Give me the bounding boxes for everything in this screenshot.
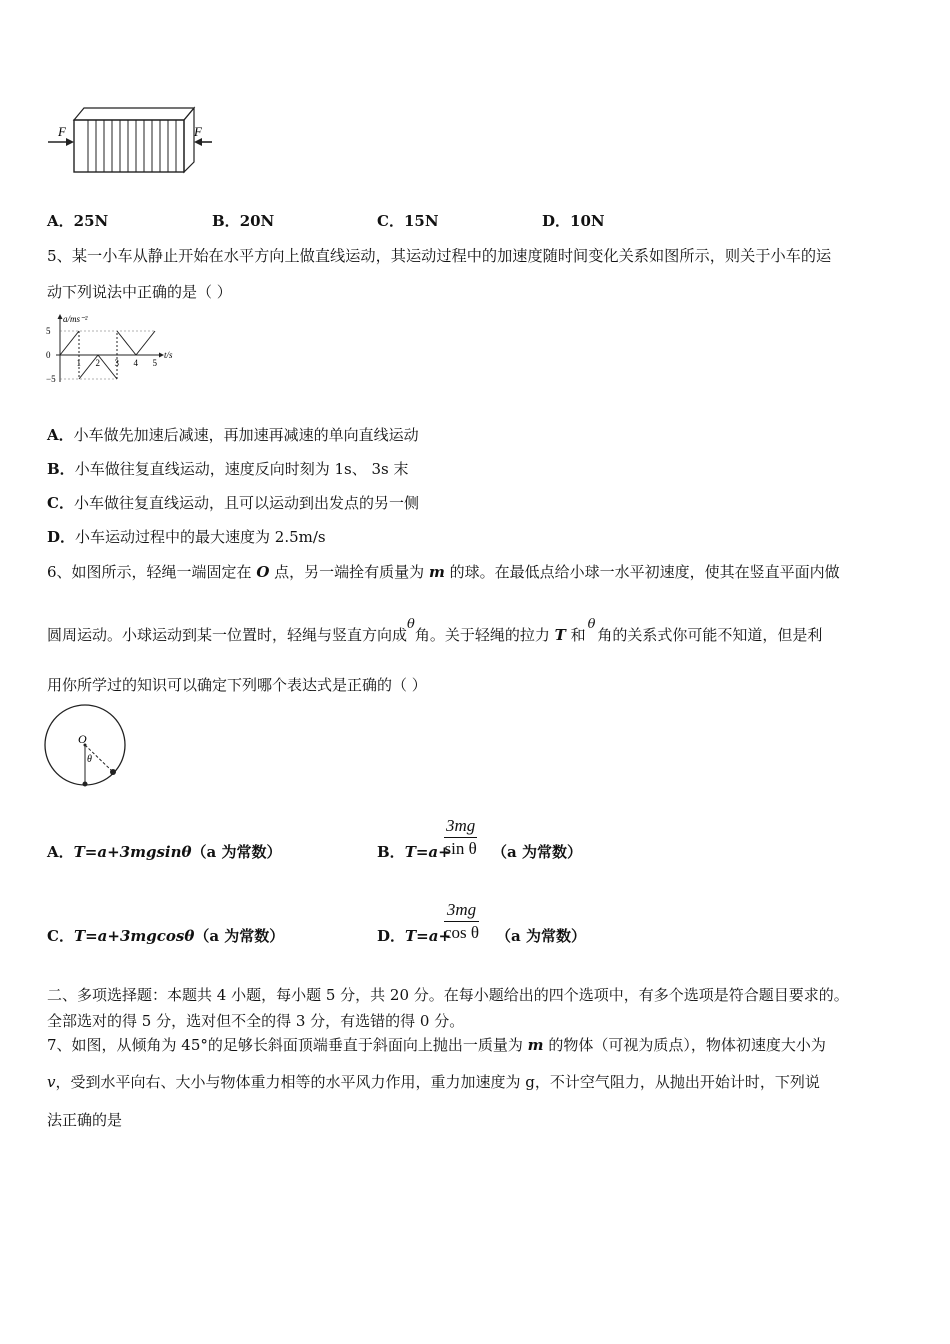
y-tick-label: 0	[46, 350, 51, 360]
q6-option-c[interactable]: C．T=a+3mgcosθ（a 为常数）	[47, 927, 285, 945]
x-axis-label: t/s	[164, 350, 173, 360]
q4-option-c[interactable]: C．15N	[377, 212, 439, 230]
q5-option-d[interactable]: D．小车运动过程中的最大速度为 2.5m/s	[47, 528, 326, 546]
q7-stem-line3: 法正确的是	[47, 1111, 123, 1129]
ball-bottom	[83, 782, 88, 787]
acceleration-segment	[60, 331, 79, 355]
q7-stem-line1: 7、如图，从倾角为 45°的足够长斜面顶端垂直于斜面向上抛出一质量为 m 的物体（可视为质点），物体初速度大小为	[47, 1036, 826, 1054]
y-tick-label: −5	[46, 374, 56, 384]
q6-option-b[interactable]: B．T=a+	[377, 843, 451, 861]
acceleration-segment	[136, 331, 155, 355]
theta-symbol: θ	[407, 617, 415, 632]
acceleration-time-chart	[40, 310, 190, 390]
pendulum-circle-diagram	[42, 702, 132, 790]
book-stack-figure	[44, 100, 216, 176]
section2-heading-line1: 二、多项选择题：本题共 4 小题，每小题 5 分，共 20 分。在每小题给出的四个选项中，有多个选项是符合题目要求的。	[47, 986, 849, 1004]
y-axis-arrow	[58, 314, 63, 319]
left-force-label: F	[58, 124, 66, 139]
q5-option-c[interactable]: C．小车做往复直线运动，且可以运动到出发点的另一侧	[47, 494, 419, 512]
q6-option-d[interactable]: D．T=a+	[377, 927, 452, 945]
q5-stem-line2: 动下列说法中正确的是（ ）	[47, 283, 232, 301]
q6-option-d-fraction: $\frac{3mg}{\text{cos θ}}$	[444, 900, 480, 942]
angle-label: θ	[87, 754, 92, 765]
x-tick-label: 5	[152, 358, 157, 368]
q5-option-a[interactable]: A．小车做先加速后减速，再加速再减速的单向直线运动	[47, 426, 419, 444]
q6-option-d-note: （a 为常数）	[496, 927, 586, 945]
q6-option-b-fraction: $\frac{3mg}{\text{sin θ}}$	[444, 816, 477, 858]
theta-symbol: θ	[587, 617, 596, 632]
x-tick-label: 4	[133, 358, 138, 368]
q6-option-a[interactable]: A．T=a+3mgsinθ（a 为常数）	[47, 843, 282, 861]
q4-option-b[interactable]: B．20N	[212, 212, 275, 230]
q4-option-a[interactable]: A．25N	[47, 212, 109, 230]
right-force-label: F	[194, 124, 202, 139]
q6-stem-line3: 用你所学过的知识可以确定下列哪个表达式是正确的（ ）	[47, 676, 427, 694]
section2-heading-line2: 全部选对的得 5 分，选对但不全的得 3 分，有选错的得 0 分。	[47, 1012, 465, 1030]
q5-stem-line1: 5、某一小车从静止开始在水平方向上做直线运动，其运动过程中的加速度随时间变化关系如图所示，则关于小车的运	[47, 247, 832, 265]
q4-option-d[interactable]: D．10N	[542, 212, 605, 230]
q5-option-b[interactable]: B．小车做往复直线运动，速度反向时刻为 1s、 3s 末	[47, 460, 409, 478]
q6-stem-line2: 圆周运动。小球运动到某一位置时，轻绳与竖直方向成θ角。关于轻绳的拉力 T 和θ角的关系式你可能不知道，但是利	[47, 617, 823, 644]
acceleration-segment	[117, 331, 136, 355]
q6-option-b-note: （a 为常数）	[492, 843, 582, 861]
y-axis-label: a/ms⁻²	[63, 314, 88, 324]
center-label: O	[78, 732, 87, 746]
y-tick-label: 5	[46, 326, 51, 336]
ball	[110, 769, 116, 775]
x-tick-label: 1	[76, 358, 81, 368]
x-tick-label: 2	[95, 358, 100, 368]
q6-stem-line1: 6、如图所示，轻绳一端固定在 O 点，另一端拴有质量为 m 的球。在最低点给小球一水平初速度，使其在竖直平面内做	[47, 563, 840, 581]
q7-stem-line2: v，受到水平向右、大小与物体重力相等的水平风力作用，重力加速度为 g，不计空气阻力，从抛出开始计时，下列说	[47, 1073, 820, 1091]
x-tick-label: 3	[114, 358, 119, 368]
